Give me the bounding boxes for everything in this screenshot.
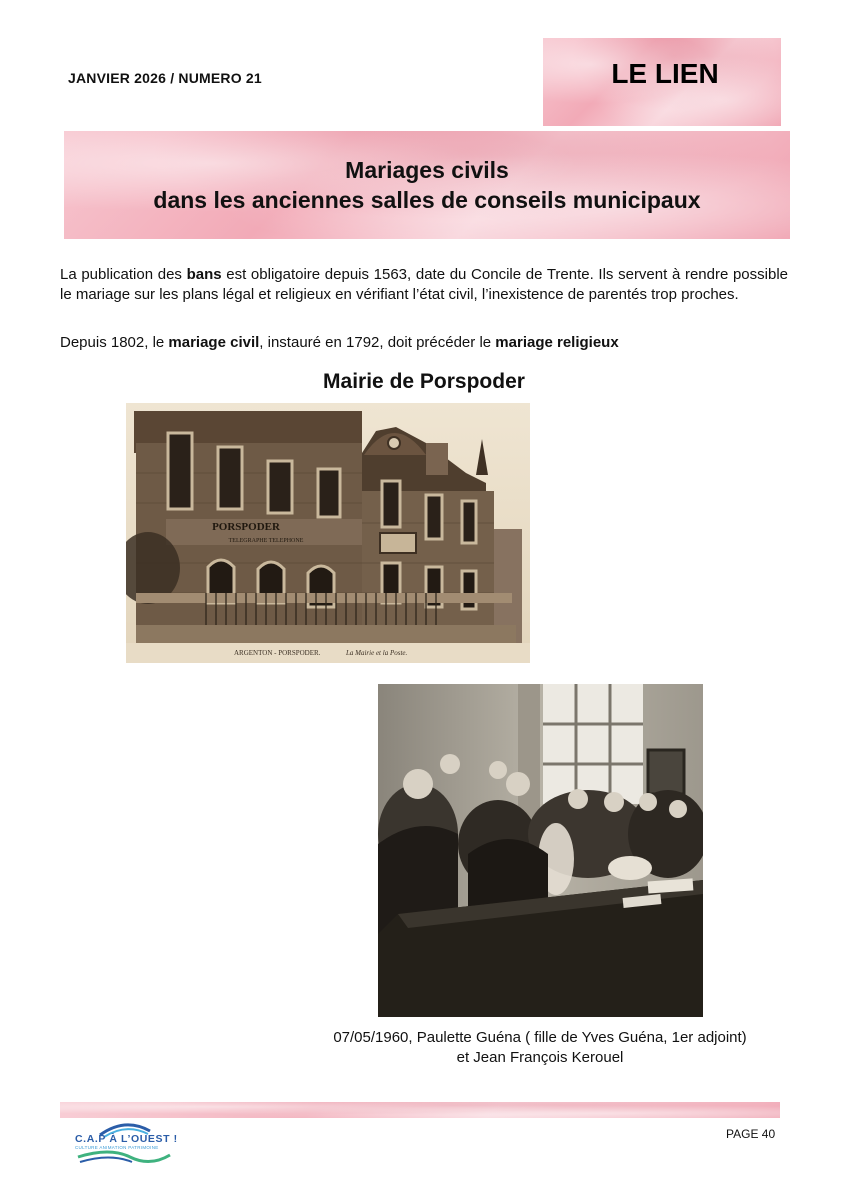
article-title-line2: dans les anciennes salles de conseils municipaux <box>153 187 701 213</box>
issue-label: JANVIER 2026 / NUMERO 21 <box>68 70 262 86</box>
title-banner <box>64 131 790 239</box>
section-heading: Mairie de Porspoder <box>323 370 525 393</box>
logo-subtitle: CULTURE ANIMATION PATRIMOINE <box>75 1145 159 1150</box>
postcard-sign: PORSPODER <box>212 521 280 533</box>
logo-text: C.A.P À L’OUEST ! <box>75 1133 178 1145</box>
p2-text: , instauré en 1792, doit précéder le <box>259 334 496 351</box>
paragraph-civil <box>60 333 788 353</box>
paragraph-bans <box>60 265 788 304</box>
p2-bold: mariage religieux <box>495 334 619 351</box>
postcard-caption-right: La Mairie et la Poste. <box>346 649 408 657</box>
page-number: PAGE 40 <box>726 1127 776 1141</box>
p2-text: Depuis 1802, le <box>60 334 169 351</box>
masthead-banner <box>543 38 781 126</box>
p1-text: La publication des <box>60 266 187 283</box>
wedding-photo <box>378 684 703 1017</box>
p1-text: est obligatoire depuis 1563, date du Concile de Trente. Ils servent à rendre possible le mariage sur les plans légal et religieux en vérifiant l’état civil, l’inexistence de parentés trop proches. <box>60 266 789 303</box>
footer-band <box>60 1102 780 1118</box>
cap-logo <box>70 1117 180 1167</box>
article-title-line1: Mariages civils <box>345 157 509 183</box>
photo-caption <box>300 1028 780 1068</box>
p2-bold: mariage civil <box>168 334 260 351</box>
postcard-sign-sub: TELEGRAPHE TELEPHONE <box>228 538 304 544</box>
photo-caption-line2: et Jean François Kerouel <box>456 1049 624 1066</box>
wedding-drawing <box>378 684 703 1017</box>
town-hall-drawing <box>126 403 530 663</box>
photo-caption-line1: 07/05/1960, Paulette Guéna ( fille de Yves Guéna, 1er adjoint) <box>333 1029 747 1046</box>
masthead-title: LE LIEN <box>611 58 719 89</box>
town-hall-postcard <box>126 403 530 663</box>
postcard-caption-left: ARGENTON - PORSPODER. <box>234 649 321 657</box>
p1-bold: bans <box>186 266 222 283</box>
